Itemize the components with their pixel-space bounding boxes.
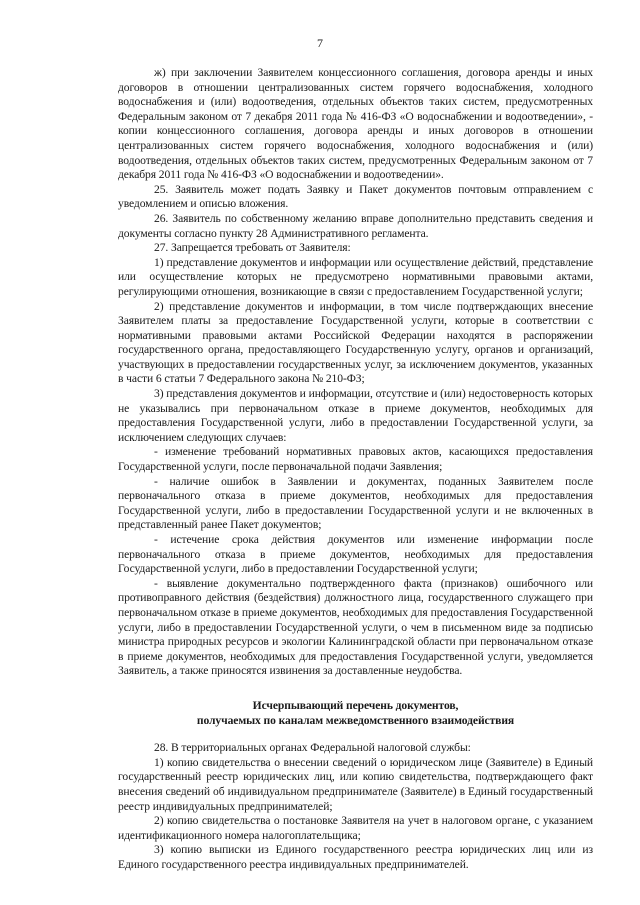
paragraphs-top (118, 66, 593, 679)
paragraph: 28. В территориальных органах Федеральной налоговой службы: (154, 741, 471, 755)
paragraph: 1) копию свидетельства о внесении сведений о юридическом лице (Заявителе) в Единый государственный реестр юридических лиц, или копию свидетельства, подтверждающего факт внесения сведений об индивидуальном предпринимателе (Заявителе) в Единый государственный реестр индивидуальных предпринимателей; (118, 755, 593, 813)
paragraph: ж) при заключении Заявителем концессионного соглашения, договора аренды и иных договоров в отношении централизованных систем горячего водоснабжения, холодного водоснабжения и (или) водоотведения, отдельных объектов таких систем, предусмотренных Федеральным законом от 7 декабря 2011 года № 416-ФЗ «О водоснабжении и водоотведении», - копии концессионного соглашения, договора аренды и иных договоров в отношении централизованных систем горячего водоснабжения, холодного водоснабжения и (или) водоотведения, отдельных объектов таких систем, предусмотренных Федеральным законом от 7 декабря 2011 года № 416-ФЗ «О водоснабжении и водоотведении». (118, 66, 593, 182)
paragraph: 2) представление документов и информации, в том числе подтверждающих внесение Заявителем платы за предоставление Государственной услуги, которые в соответствии с нормативными правовыми актами Российской Федерации находятся в распоряжении государственного органа, предоставляющего Государственную услугу, органов и организаций, участвующих в предоставлении государственных услуг, за исключением документов, указанных в части 6 статьи 7 Федерального закона № 210-ФЗ; (118, 299, 593, 386)
paragraph: - истечение срока действия документов или изменение информации после первоначального отказа в приеме документов, необходимых для предоставления Государственной услуги, либо в предоставлении Государственной услуги; (118, 533, 593, 576)
section-heading-line-2: получаемых по каналам межведомственного взаимодействия (196, 713, 515, 727)
paragraph: 26. Заявитель по собственному желанию вправе дополнительно представить сведения и документы согласно пункту 28 Административного регламента. (118, 211, 593, 240)
paragraph: 25. Заявитель может подать Заявку и Пакет документов почтовым отправлением с уведомлением и описью вложения. (118, 182, 593, 211)
document-body (118, 66, 593, 872)
paragraph: - изменение требований нормативных правовых актов, касающихся предоставления Государственной услуги, после первоначальной подачи Заявления; (118, 445, 593, 474)
page-number: 7 (317, 36, 323, 50)
paragraph: 3) представления документов и информации, отсутствие и (или) недостоверность которых не указывались при первоначальном отказе в приеме документов, необходимых для предоставления Государственной услуги, либо в предоставлении Государственной услуги, за исключением следующих случаев: (118, 387, 593, 444)
paragraph: 2) копию свидетельства о постановке Заявителя на учет в налоговом органе, с указанием идентификационного номера налогоплательщика; (118, 814, 593, 842)
paragraph: - наличие ошибок в Заявлении и документах, поданных Заявителем после первоначального отказа в приеме документов, необходимых для предоставления Государственной услуги, либо в предоставлении Государственной услуги и не включенных в представленный ранее Пакет документов; (118, 474, 593, 532)
paragraph: 1) представление документов и информации или осуществление действий, представление или осуществление которых не предусмотрено нормативными правовыми актами, регулирующими отношения, возникающие в связи с предоставлением Государственной услуги; (118, 255, 593, 298)
section-heading (118, 699, 593, 728)
paragraph: 3) копию выписки из Единого государственного реестра юридических лиц или из Единого государственного реестра индивидуальных предпринимателей. (118, 843, 593, 871)
paragraph: 27. Запрещается требовать от Заявителя: (154, 241, 351, 255)
paragraph: - выявление документально подтвержденного факта (признаков) ошибочного или противоправного действия (бездействия) должностного лица, государственного служащего при первоначальном отказе в приеме документов, необходимых для предоставления Государственной услуги, либо в предоставлении Государственной услуги, о чем в письменном виде за подписью министра природных ресурсов и экологии Калининградской области при первоначальном отказе в приеме документов, необходимых для предоставления Государственной услуги, уведомляется Заявитель, а также приносятся извинения за доставленные неудобства. (118, 576, 593, 678)
section-heading-line-1: Исчерпывающий перечень документов, (252, 698, 459, 712)
paragraphs-bottom (118, 741, 593, 872)
